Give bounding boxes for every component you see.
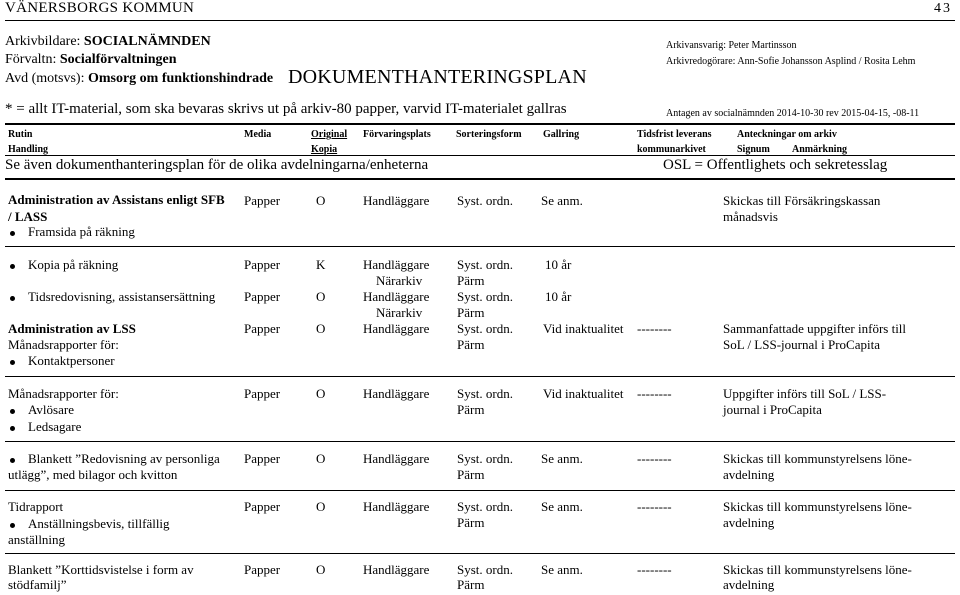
row-divider	[5, 246, 955, 247]
tidsfrist: --------	[637, 451, 672, 466]
col-anmarkning: Anmärkning	[792, 144, 848, 155]
handling-item-cont: utlägg”, med bilagor och kvitton	[8, 467, 178, 482]
gallring: Vid inaktualitet	[543, 386, 624, 401]
forvaringsplats: Handläggare	[363, 257, 430, 272]
document-title: DOKUMENTHANTERINGSPLAN	[288, 66, 587, 88]
notes-bottom-rule	[5, 178, 955, 180]
column-header-top-rule	[5, 123, 955, 125]
handling-heading-cont: stödfamilj”	[8, 577, 67, 592]
bullet-icon	[10, 231, 15, 236]
handling-heading: Tidrapport	[8, 499, 64, 514]
media: Papper	[244, 386, 281, 401]
col-original: Original	[311, 129, 348, 140]
original-kopia: K	[316, 257, 326, 272]
forvaringsplats: Handläggare	[363, 451, 430, 466]
forvaringsplats: Handläggare	[363, 562, 430, 577]
col-kommunarkivet: kommunarkivet	[637, 144, 706, 155]
tidsfrist: --------	[637, 499, 672, 514]
sorteringsform-cont: Pärm	[457, 337, 485, 352]
anmarkning: Sammanfattade uppgifter införs till	[723, 321, 907, 336]
col-forvaringsplats: Förvaringsplats	[363, 129, 431, 140]
bullet-icon	[10, 264, 15, 269]
anmarkning: Skickas till Försäkringskassan	[723, 193, 881, 208]
anmarkning-cont: avdelning	[723, 467, 775, 482]
sorteringsform: Syst. ordn.	[457, 193, 513, 208]
sorteringsform-cont: Pärm	[457, 273, 485, 288]
anmarkning-cont: månadsvis	[723, 209, 778, 224]
original-kopia: O	[316, 193, 326, 208]
arkivbildare-value: SOCIALNÄMNDEN	[83, 34, 211, 49]
col-handling: Handling	[8, 144, 49, 155]
avdelning-value: Omsorg om funktionshindrade	[87, 71, 274, 86]
handling-item: Avlösare	[28, 402, 74, 417]
handling-item: Tidsredovisning, assistansersättning	[28, 289, 216, 304]
original-kopia: O	[316, 562, 326, 577]
handling-item: Anställningsbevis, tillfällig	[28, 516, 170, 531]
bullet-icon	[10, 360, 15, 365]
page-number: 43	[934, 1, 952, 16]
bullet-icon	[10, 296, 15, 301]
gallring: Se anm.	[541, 451, 583, 466]
col-gallring: Gallring	[543, 129, 580, 140]
sorteringsform: Syst. ordn.	[457, 321, 513, 336]
col-media: Media	[244, 129, 272, 140]
tidsfrist: --------	[637, 386, 672, 401]
avdelning-line	[5, 71, 273, 87]
row-divider	[5, 376, 955, 377]
anmarkning-cont: avdelning	[723, 577, 775, 592]
gallring: 10 år	[545, 289, 572, 304]
avdelning-label: Avd (motsvs):	[5, 71, 88, 86]
se-aven-note: Se även dokumenthanteringsplan för de olika avdelningarna/enheterna	[5, 157, 429, 173]
handling-heading: Blankett ”Korttidsvistelse i form av	[8, 562, 194, 577]
col-signum: Signum	[737, 144, 770, 155]
col-tidsfrist: Tidsfrist leverans	[637, 129, 712, 140]
media: Papper	[244, 289, 281, 304]
forvaringsplats: Handläggare	[363, 321, 430, 336]
tidsfrist: --------	[637, 562, 672, 577]
handling-item: Kontaktpersoner	[28, 353, 115, 368]
col-kopia: Kopia	[311, 144, 338, 155]
anmarkning: Skickas till kommunstyrelsens löne-	[723, 499, 912, 514]
sorteringsform-cont: Pärm	[457, 577, 485, 592]
sorteringsform: Syst. ordn.	[457, 289, 513, 304]
media: Papper	[244, 257, 281, 272]
original-kopia: O	[316, 451, 326, 466]
forvaringsplats: Handläggare	[363, 499, 430, 514]
gallring: Se anm.	[541, 499, 583, 514]
gallring: 10 år	[545, 257, 572, 272]
sorteringsform: Syst. ordn.	[457, 386, 513, 401]
media: Papper	[244, 193, 281, 208]
forvaltning-value: Socialförvaltningen	[59, 52, 177, 67]
col-anteckningar: Anteckningar om arkiv	[737, 129, 837, 140]
forvaringsplats: Handläggare	[363, 193, 430, 208]
bullet-icon	[10, 426, 15, 431]
anmarkning: Uppgifter införs till SoL / LSS-	[723, 386, 887, 401]
row-divider	[5, 441, 955, 442]
handling-item: Ledsagare	[28, 419, 82, 434]
it-material-note: * = allt IT-material, som ska bevaras skrivs ut på arkiv-80 papper, varvid IT-materialet gallras	[5, 101, 567, 117]
gallring: Vid inaktualitet	[543, 321, 624, 336]
media: Papper	[244, 451, 281, 466]
anmarkning: Skickas till kommunstyrelsens löne-	[723, 562, 912, 577]
arkivredogorare: Arkivredogörare: Ann-Sofie Johansson Asplind / Rosita Lehm	[666, 56, 916, 67]
sorteringsform-cont: Pärm	[457, 402, 485, 417]
handling-item: Kopia på räkning	[28, 257, 119, 272]
media: Papper	[244, 321, 281, 336]
arkivbildare-line	[5, 34, 211, 50]
original-kopia: O	[316, 321, 326, 336]
forvaringsplats: Handläggare	[363, 289, 430, 304]
header-divider	[5, 20, 955, 21]
handling-heading-cont: / LASS	[8, 209, 48, 224]
anmarkning-cont: avdelning	[723, 515, 775, 530]
arkivansvarig: Arkivansvarig: Peter Martinsson	[666, 40, 797, 51]
col-sorteringsform: Sorteringsform	[456, 129, 522, 140]
osl-note: OSL = Offentlighets och sekretesslag	[663, 157, 888, 173]
column-header-bottom-rule	[5, 155, 955, 156]
bullet-icon	[10, 409, 15, 414]
sorteringsform: Syst. ordn.	[457, 562, 513, 577]
media: Papper	[244, 499, 281, 514]
organization-name: VÄNERSBORGS KOMMUN	[5, 0, 195, 16]
gallring: Se anm.	[541, 562, 583, 577]
forvaltning-line	[5, 52, 177, 68]
forvaringsplats-cont: Närarkiv	[376, 305, 423, 320]
bullet-icon	[10, 458, 15, 463]
handling-item-cont: anställning	[8, 532, 66, 547]
bullet-icon	[10, 523, 15, 528]
sorteringsform: Syst. ordn.	[457, 499, 513, 514]
gallring: Se anm.	[541, 193, 583, 208]
sorteringsform-cont: Pärm	[457, 305, 485, 320]
sorteringsform-cont: Pärm	[457, 515, 485, 530]
forvaringsplats-cont: Närarkiv	[376, 273, 423, 288]
original-kopia: O	[316, 386, 326, 401]
anmarkning-cont: journal i ProCapita	[723, 402, 822, 417]
handling-item: Blankett ”Redovisning av personliga	[28, 451, 220, 466]
handling-heading: Månadsrapporter för:	[8, 386, 119, 401]
handling-heading: Administration av Assistans enligt SFB	[8, 192, 225, 207]
original-kopia: O	[316, 499, 326, 514]
row-divider	[5, 490, 955, 491]
anmarkning-cont: SoL / LSS-journal i ProCapita	[723, 337, 880, 352]
handling-subheading: Månadsrapporter för:	[8, 337, 119, 352]
row-divider	[5, 553, 955, 554]
sorteringsform: Syst. ordn.	[457, 451, 513, 466]
antagen-note: Antagen av socialnämnden 2014-10-30 rev 2015-04-15, -08-11	[666, 108, 920, 119]
col-rutin: Rutin	[8, 129, 33, 140]
media: Papper	[244, 562, 281, 577]
sorteringsform-cont: Pärm	[457, 467, 485, 482]
handling-item: Framsida på räkning	[28, 224, 135, 239]
forvaringsplats: Handläggare	[363, 386, 430, 401]
sorteringsform: Syst. ordn.	[457, 257, 513, 272]
anmarkning: Skickas till kommunstyrelsens löne-	[723, 451, 912, 466]
tidsfrist: --------	[637, 321, 672, 336]
forvaltning-label: Förvaltn:	[5, 52, 60, 67]
handling-heading: Administration av LSS	[8, 321, 136, 336]
arkivbildare-label: Arkivbildare:	[5, 34, 84, 49]
original-kopia: O	[316, 289, 326, 304]
